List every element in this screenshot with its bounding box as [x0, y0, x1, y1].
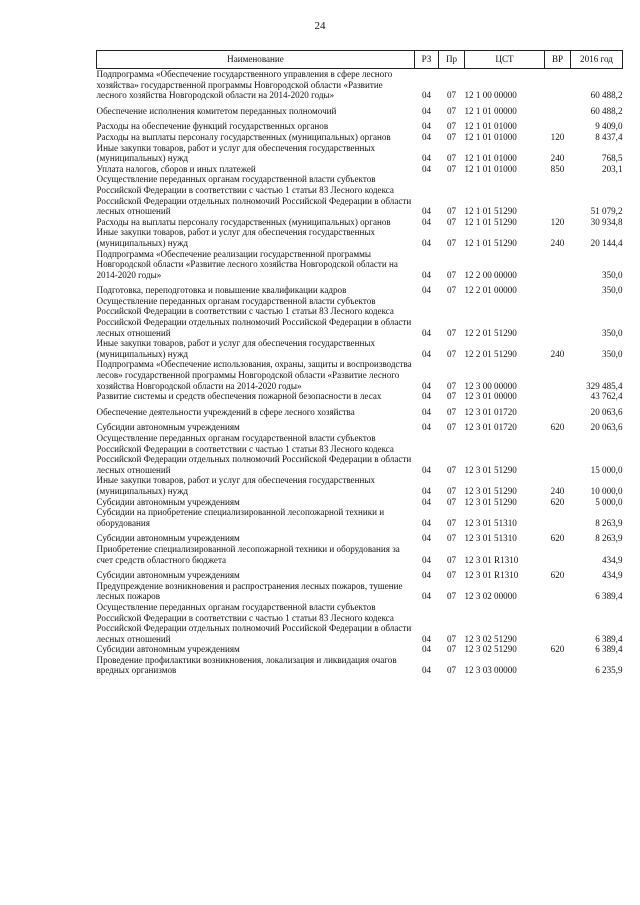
table-row	[97, 533, 623, 544]
table-row	[97, 164, 623, 175]
row-amount: 20 063,6	[590, 406, 623, 417]
row-cst: 12 2 01 51290	[464, 348, 517, 359]
row-rz: 04	[421, 533, 432, 544]
row-name: Субсидии автономным учреждениям	[96, 422, 240, 433]
row-vr: 120	[550, 131, 565, 142]
row-cst: 12 3 00 00000	[464, 380, 517, 391]
row-pr: 07	[446, 380, 457, 391]
row-amount: 329 485,4	[586, 380, 623, 391]
row-amount: 350,0	[602, 269, 623, 280]
table-row	[97, 106, 623, 117]
row-name: Субсидии на приобретение специализированной лесопожарной техники и оборудования	[96, 507, 385, 528]
row-vr	[545, 655, 571, 676]
row-pr: 07	[446, 422, 457, 433]
row-cst: 12 3 01 R1310	[464, 554, 519, 565]
table-row	[97, 422, 623, 433]
table-row	[97, 69, 623, 101]
row-rz: 04	[421, 90, 432, 101]
row-cst: 12 3 01 51290	[464, 496, 517, 507]
row-name: Осуществление переданных органам государственной власти субъектов Российской Федерации в соответствии с частью 1 статьи 83 Лесного кодекса Российской Федерации отдельных полномочий Российской Федерации в области лесных отношений	[96, 295, 412, 338]
row-vr	[545, 602, 571, 644]
row-cst: 12 1 01 01000	[464, 153, 517, 164]
row-rz: 04	[421, 496, 432, 507]
table-row	[97, 217, 623, 228]
row-vr	[545, 391, 571, 402]
row-name: Приобретение специализированной лесопожарной техники и оборудования за счет средств областного бюджета	[96, 543, 400, 565]
row-rz: 04	[421, 464, 432, 475]
row-rz: 04	[421, 422, 432, 433]
row-rz: 04	[421, 380, 432, 391]
header-pr: Пр	[439, 51, 465, 69]
row-cst: 12 3 01 51290	[464, 485, 517, 496]
row-rz: 04	[421, 269, 432, 280]
row-pr: 07	[446, 206, 457, 217]
row-cst: 12 2 01 00000	[464, 285, 517, 296]
row-pr: 07	[446, 485, 457, 496]
row-cst: 12 3 01 51310	[464, 517, 517, 528]
row-pr: 07	[446, 533, 457, 544]
table-row	[97, 644, 623, 655]
row-vr	[545, 121, 571, 132]
table-row	[97, 655, 623, 676]
table-row	[97, 227, 623, 248]
table-row	[97, 407, 623, 418]
row-cst: 12 1 01 01000	[464, 163, 517, 174]
row-pr: 07	[446, 285, 457, 296]
row-vr	[545, 69, 571, 101]
row-name: Осуществление переданных органам государственной власти субъектов Российской Федерации в соответствии с частью 1 статьи 83 Лесного кодекса Российской Федерации отдельных полномочий Российской Федерации в области лесных отношений	[96, 433, 412, 475]
row-rz: 04	[421, 391, 432, 402]
row-name: Субсидии автономным учреждениям	[96, 570, 240, 581]
row-amount: 9 409,0	[595, 121, 623, 132]
row-cst: 12 3 02 51290	[464, 633, 517, 644]
row-pr: 07	[446, 633, 457, 644]
row-name: Расходы на выплаты персоналу государственных (муниципальных) органов	[96, 131, 391, 142]
row-amount: 6 389,4	[595, 633, 623, 644]
table-body	[97, 69, 623, 677]
row-cst: 12 2 00 00000	[464, 269, 517, 280]
row-cst: 12 3 01 01720	[464, 422, 517, 433]
row-rz: 04	[421, 131, 432, 142]
table-row	[97, 391, 623, 402]
row-rz: 04	[421, 216, 432, 227]
table-row	[97, 285, 623, 296]
row-name: Осуществление переданных органам государственной власти субъектов Российской Федерации в соответствии с частью 1 статьи 83 Лесного кодекса Российской Федерации отдельных полномочий Российской Федерации в области лесных отношений	[96, 174, 412, 217]
table-row	[97, 570, 623, 581]
row-cst: 12 1 01 51290	[464, 216, 517, 227]
row-amount: 60 488,2	[590, 90, 623, 101]
row-pr: 07	[446, 216, 457, 227]
row-cst: 12 3 01 R1310	[464, 570, 519, 581]
row-amount: 51 079,2	[590, 206, 623, 217]
row-name: Расходы на обеспечение функций государственных органов	[96, 121, 329, 132]
row-vr	[545, 581, 571, 602]
row-rz: 04	[421, 121, 432, 132]
row-rz: 04	[421, 327, 432, 338]
row-vr	[545, 174, 571, 216]
row-pr: 07	[446, 570, 457, 581]
row-cst: 12 1 01 01000	[464, 121, 517, 132]
row-vr: 240	[550, 153, 565, 164]
row-vr: 620	[550, 496, 565, 507]
row-amount: 350,0	[602, 348, 623, 359]
header-vr: ВР	[545, 51, 571, 69]
row-pr: 07	[446, 665, 457, 676]
table-row	[97, 544, 623, 565]
table-row	[97, 602, 623, 644]
row-amount: 60 488,2	[590, 105, 623, 116]
row-rz: 04	[421, 153, 432, 164]
row-pr: 07	[446, 153, 457, 164]
row-rz: 04	[421, 591, 432, 602]
row-rz: 04	[421, 665, 432, 676]
table-row	[97, 121, 623, 132]
table-row	[97, 174, 623, 216]
row-rz: 04	[421, 485, 432, 496]
row-rz: 04	[421, 285, 432, 296]
row-amount: 768,5	[602, 153, 623, 164]
row-amount: 20 063,6	[590, 422, 623, 433]
table-row	[97, 497, 623, 508]
row-pr: 07	[446, 327, 457, 338]
row-cst: 12 1 00 00000	[464, 90, 517, 101]
table-row	[97, 359, 623, 391]
row-name: Иные закупки товаров, работ и услуг для обеспечения государственных (муниципальных) нужд	[96, 227, 375, 248]
row-pr: 07	[446, 163, 457, 174]
row-amount: 203,1	[602, 163, 623, 174]
table-row	[97, 143, 623, 164]
row-vr	[545, 249, 571, 281]
row-name: Расходы на выплаты персоналу государственных (муниципальных) органов	[96, 216, 391, 227]
row-cst: 12 1 01 51290	[464, 206, 517, 217]
row-rz: 04	[421, 517, 432, 528]
row-name: Обеспечение исполнения комитетом переданных полномочий	[96, 105, 337, 116]
row-pr: 07	[446, 517, 457, 528]
table-row	[97, 338, 623, 359]
row-name: Иные закупки товаров, работ и услуг для обеспечения государственных (муниципальных) нужд	[96, 475, 375, 496]
row-amount: 5 000,0	[595, 496, 623, 507]
header-rz: РЗ	[415, 51, 439, 69]
row-amount: 8 437,4	[595, 131, 623, 142]
row-vr: 620	[550, 422, 565, 433]
row-amount: 8 263,9	[595, 517, 623, 528]
row-cst: 12 3 02 00000	[464, 591, 517, 602]
row-pr: 07	[446, 269, 457, 280]
row-name: Подготовка, переподготовка и повышение квалификации кадров	[96, 285, 347, 296]
row-vr	[545, 433, 571, 475]
row-vr: 240	[550, 348, 565, 359]
row-pr: 07	[446, 121, 457, 132]
row-rz: 04	[421, 644, 432, 655]
header-name: Наименование	[97, 51, 415, 69]
row-amount: 434,9	[602, 554, 623, 565]
row-amount: 30 934,8	[590, 216, 623, 227]
table-row	[97, 249, 623, 281]
row-cst: 12 3 01 51290	[464, 464, 517, 475]
row-vr	[545, 507, 571, 528]
row-amount: 43 762,4	[590, 391, 623, 402]
header-year: 2016 год	[571, 51, 623, 69]
row-pr: 07	[446, 131, 457, 142]
row-name: Подпрограмма «Обеспечение использования, охраны, защиты и воспроизводства лесов» государственной программы Новгородской области «Развитие лесного хозяйства Новгородской области на 2014-2020 годы»	[96, 359, 412, 391]
page-number: 24	[314, 20, 326, 32]
row-vr	[545, 359, 571, 391]
row-amount: 350,0	[602, 327, 623, 338]
row-amount: 6 389,4	[595, 644, 623, 655]
row-name: Развитие системы и средств обеспечения пожарной безопасности в лесах	[96, 391, 382, 402]
row-name: Осуществление переданных органам государственной власти субъектов Российской Федерации в соответствии с частью 1 статьи 83 Лесного кодекса Российской Федерации отдельных полномочий Российской Федерации в области лесных отношений	[96, 601, 412, 644]
row-cst: 12 3 02 51290	[464, 644, 517, 655]
row-vr	[545, 544, 571, 565]
row-amount: 350,0	[602, 285, 623, 296]
row-amount: 6 235,9	[595, 665, 623, 676]
row-pr: 07	[446, 644, 457, 655]
budget-table	[96, 50, 623, 676]
row-pr: 07	[446, 237, 457, 248]
table-row	[97, 296, 623, 338]
row-pr: 07	[446, 105, 457, 116]
row-pr: 07	[446, 90, 457, 101]
row-name: Подпрограмма «Обеспечение реализации государственной программы Новгородской области «Развитие лесного хозяйства Новгородской области на 2014-2020 годы»	[96, 248, 398, 280]
table-row	[97, 132, 623, 143]
row-name: Уплата налогов, сборов и иных платежей	[96, 163, 256, 174]
row-amount: 15 000,0	[590, 464, 623, 475]
row-cst: 12 3 03 00000	[464, 665, 517, 676]
row-cst: 12 1 01 01000	[464, 131, 517, 142]
header-cst: ЦСТ	[465, 51, 545, 69]
row-name: Предупреждение возникновения и распространения лесных пожаров, тушение лесных пожаров	[96, 580, 403, 602]
row-rz: 04	[421, 633, 432, 644]
row-name: Проведение профилактики возникновения, локализация и ликвидация очагов вредных организмов	[96, 654, 397, 676]
table-row	[97, 581, 623, 602]
row-pr: 07	[446, 391, 457, 402]
row-cst: 12 3 01 51310	[464, 533, 517, 544]
row-vr	[545, 296, 571, 338]
row-rz: 04	[421, 163, 432, 174]
row-rz: 04	[421, 406, 432, 417]
row-cst: 12 1 01 51290	[464, 237, 517, 248]
table-row	[97, 433, 623, 475]
row-name: Обеспечение деятельности учреждений в сфере лесного хозяйства	[96, 406, 355, 417]
row-amount: 10 000,0	[590, 485, 623, 496]
row-rz: 04	[421, 570, 432, 581]
row-pr: 07	[446, 406, 457, 417]
table-row	[97, 507, 623, 528]
row-rz: 04	[421, 206, 432, 217]
row-amount: 20 144,4	[590, 237, 623, 248]
row-pr: 07	[446, 591, 457, 602]
row-pr: 07	[446, 348, 457, 359]
row-vr: 240	[550, 237, 565, 248]
row-vr	[545, 285, 571, 296]
row-vr: 620	[550, 533, 565, 544]
row-vr: 620	[550, 570, 565, 581]
table-header-row	[97, 51, 623, 69]
row-rz: 04	[421, 237, 432, 248]
row-vr: 240	[550, 485, 565, 496]
row-amount: 434,9	[602, 570, 623, 581]
row-pr: 07	[446, 496, 457, 507]
row-pr: 07	[446, 554, 457, 565]
row-amount: 6 389,4	[595, 591, 623, 602]
row-cst: 12 1 01 00000	[464, 105, 517, 116]
row-vr	[545, 407, 571, 418]
row-cst: 12 3 01 00000	[464, 391, 517, 402]
row-name: Иные закупки товаров, работ и услуг для обеспечения государственных (муниципальных) нужд	[96, 338, 375, 359]
row-rz: 04	[421, 105, 432, 116]
row-name: Субсидии автономным учреждениям	[96, 533, 240, 544]
row-vr: 850	[550, 163, 565, 174]
row-cst: 12 3 01 01720	[464, 406, 517, 417]
row-name: Субсидии автономным учреждениям	[96, 496, 240, 507]
row-vr	[545, 106, 571, 117]
row-rz: 04	[421, 554, 432, 565]
row-cst: 12 2 01 51290	[464, 327, 517, 338]
row-vr: 620	[550, 644, 565, 655]
row-name: Субсидии автономным учреждениям	[96, 644, 240, 655]
row-pr: 07	[446, 464, 457, 475]
row-vr: 120	[550, 216, 565, 227]
row-name: Подпрограмма «Обеспечение государственного управления в сфере лесного хозяйства» государственной программы Новгородской области «Развитие лесного хозяйства Новгородской области на 2014-2020 годы»	[96, 69, 393, 101]
row-name: Иные закупки товаров, работ и услуг для обеспечения государственных (муниципальных) нужд	[96, 142, 375, 164]
row-rz: 04	[421, 348, 432, 359]
table-row	[97, 475, 623, 496]
row-amount: 8 263,9	[595, 533, 623, 544]
